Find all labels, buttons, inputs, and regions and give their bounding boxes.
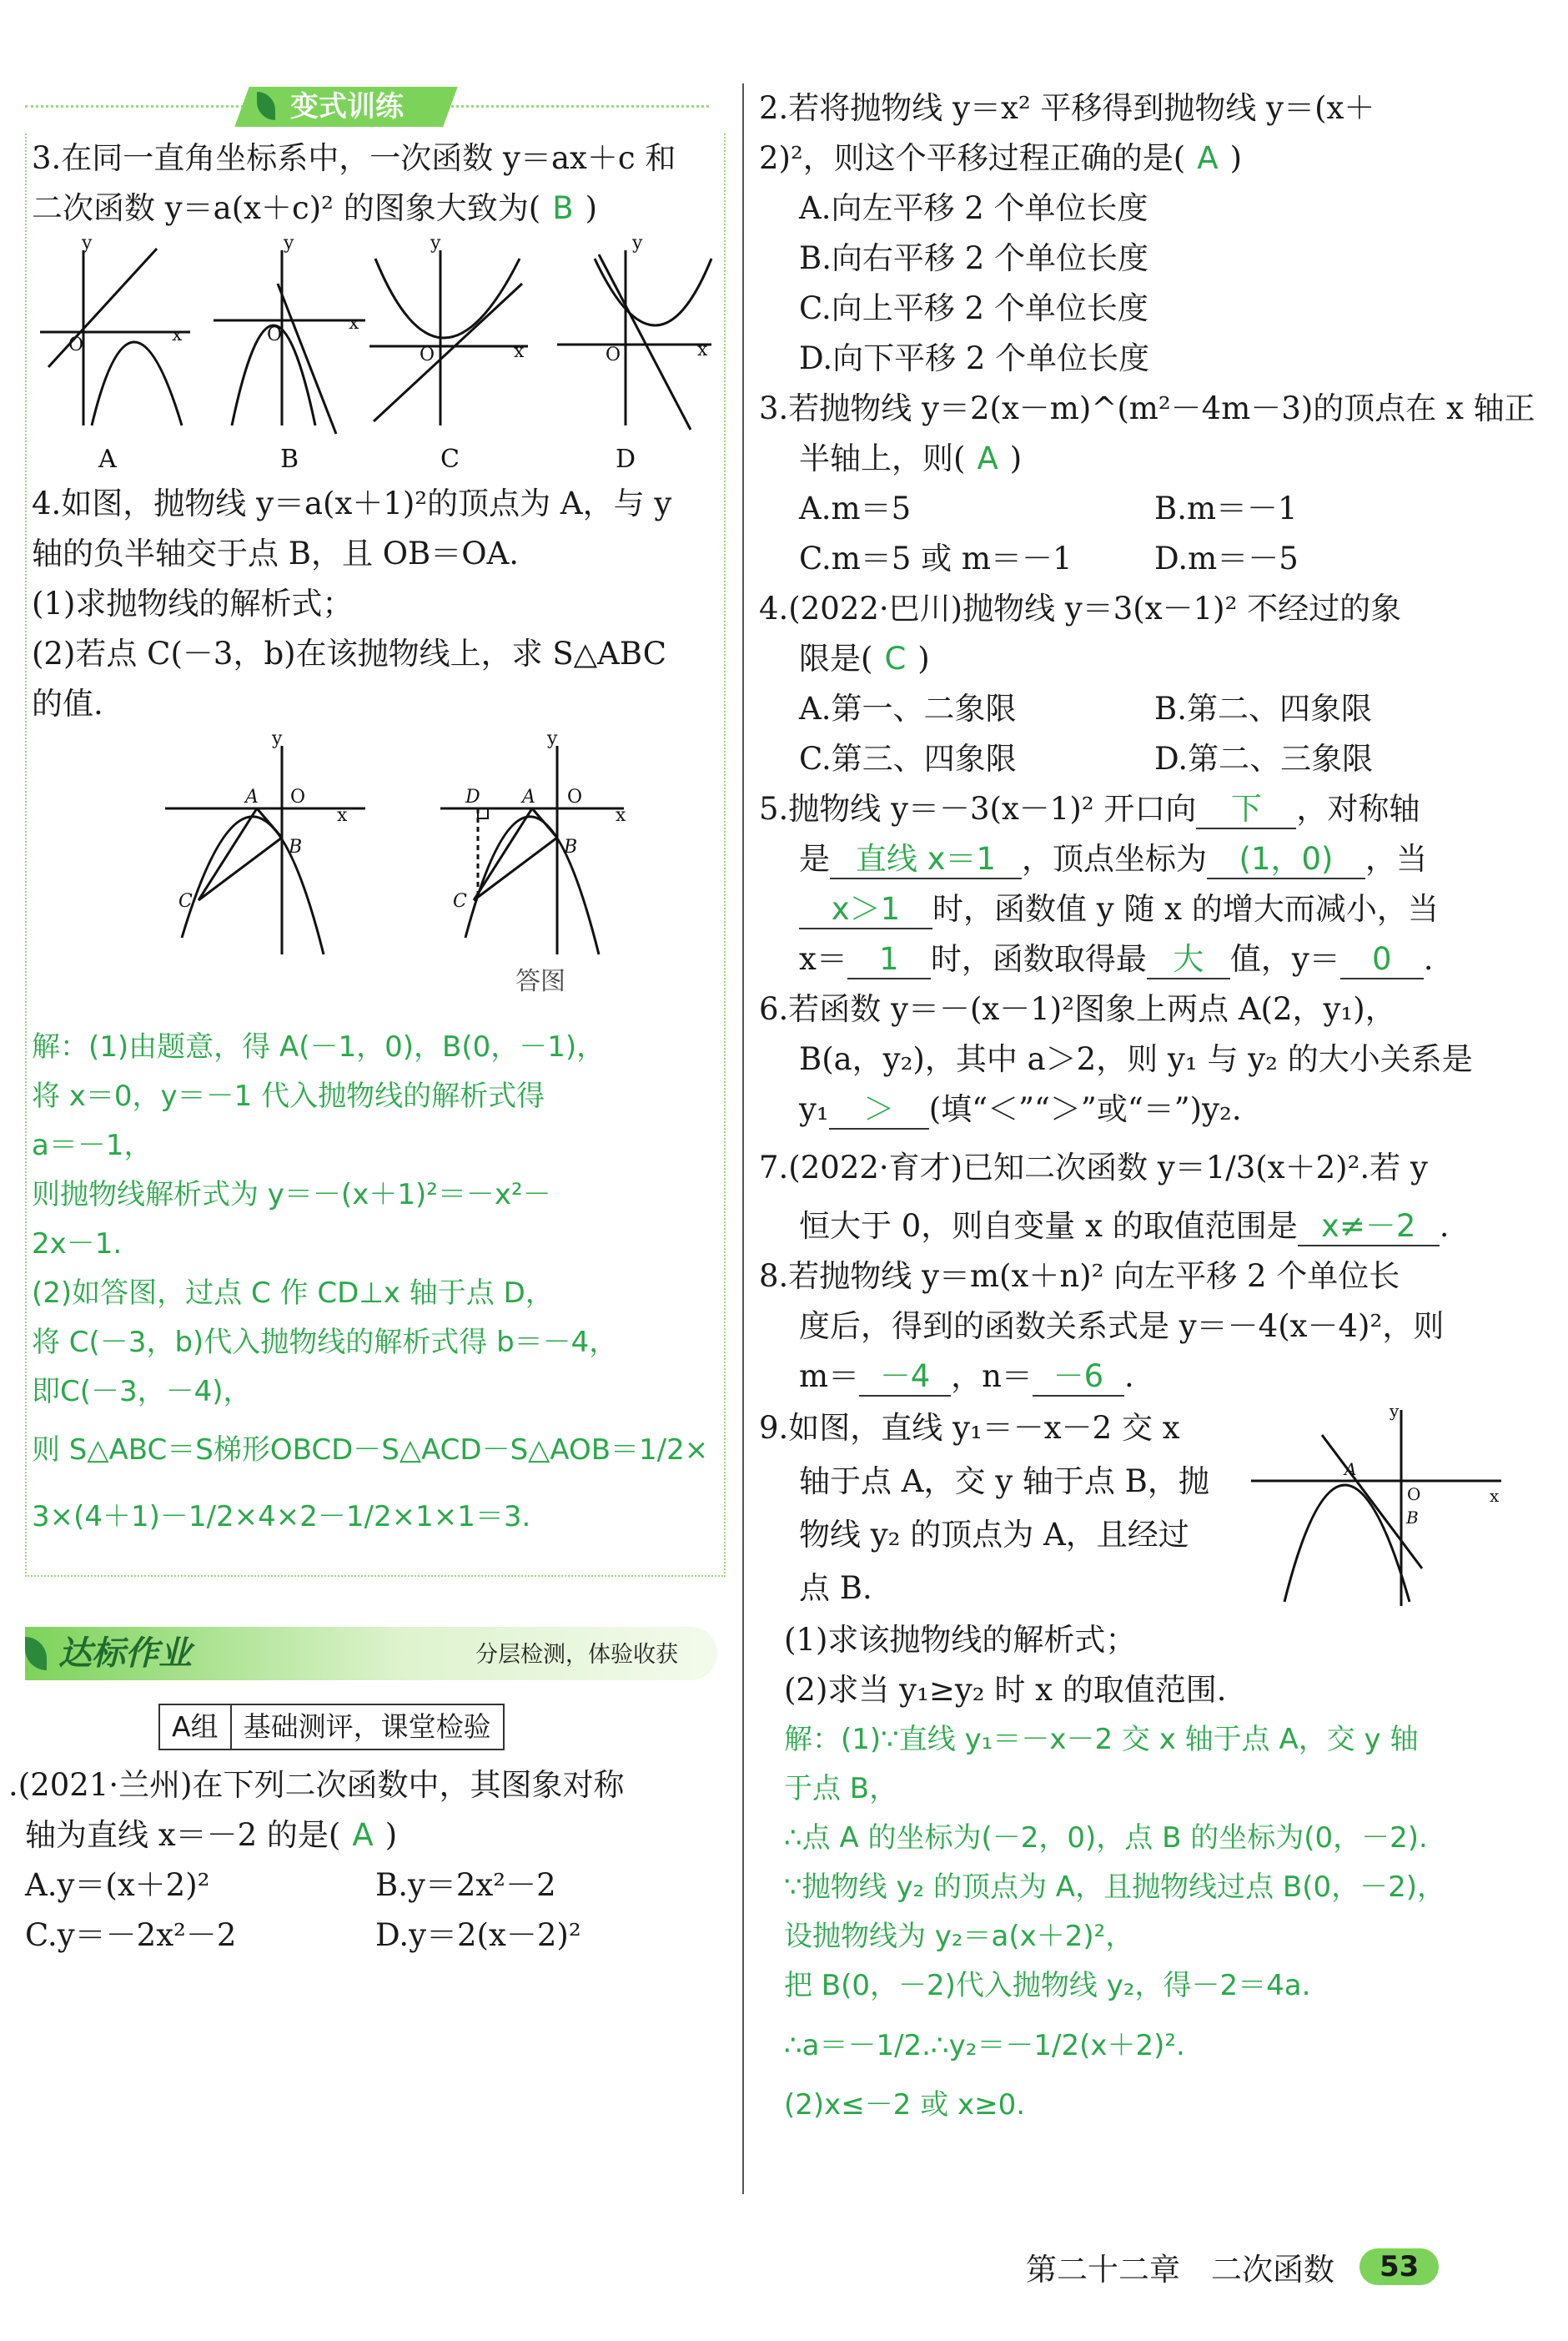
r-q9-sol-line: (2)x≤－2 或 x≥0. — [784, 2088, 1026, 2122]
r-q5-line1: 5.抛物线 y＝－3(x－1)² 开口向 下 ，对称轴 — [759, 784, 1510, 834]
r-q2-stem-line1: 2.若将抛物线 y＝x² 平移得到抛物线 y＝(x＋ — [759, 90, 1375, 126]
q4-sol-line: 解：(1)由题意，得 A(－1，0)，B(0，－1)， — [32, 1030, 606, 1064]
r-q8-blank-n: －6 — [1033, 1358, 1124, 1397]
right-column — [759, 83, 1535, 2130]
q3-stem-line1: 3.在同一直角坐标系中，一次函数 y＝ax＋c 和 — [32, 140, 676, 176]
q1-option-a: A.y＝(x＋2)² — [25, 1867, 210, 1903]
q4-part3: 的值. — [32, 686, 103, 722]
q3-label-d: D — [616, 445, 636, 474]
r-q4-option-b: B.第二、四象限 — [1154, 691, 1372, 727]
r-q7-stem-line1: 7.(2022·育才)已知二次函数 y＝1/3(x＋2)².若 y — [759, 1150, 1428, 1186]
svg-text:x: x — [349, 313, 359, 334]
r-q3-option-c: C.m＝5 或 m＝－1 — [799, 541, 1073, 576]
r-q2-answer: A — [1197, 140, 1219, 176]
svg-text:B: B — [1406, 1508, 1419, 1528]
r-q6-stem-line1: 6.若函数 y＝－(x－1)²图象上两点 A(2，y₁)， — [759, 991, 1396, 1027]
q4-answer-figure — [440, 746, 624, 954]
r-q5-blank-axis: 直线 x＝1 — [830, 841, 1022, 879]
r-q9-part1: (1)求该抛物线的解析式； — [784, 1622, 1137, 1658]
q4-figure — [165, 746, 365, 954]
q3-graph-b — [214, 250, 365, 434]
q4-stem-line2: 轴的负半轴交于点 B，且 OB＝OA. — [32, 536, 520, 571]
r-q4-option-a: A.第一、二象限 — [799, 691, 1017, 727]
svg-text:C: C — [178, 891, 193, 912]
q4-sol-line: 2x－1. — [32, 1227, 123, 1261]
svg-text:y: y — [82, 234, 93, 254]
chapter-title: 第二十二章 二次函数 — [1026, 2252, 1334, 2288]
group-title: 基础测评，课堂检验 — [243, 1710, 491, 1743]
svg-text:x: x — [337, 805, 348, 826]
svg-text:A: A — [245, 787, 259, 808]
svg-text:D: D — [465, 787, 480, 808]
footer — [1026, 2244, 1439, 2289]
svg-text:y: y — [547, 729, 558, 749]
r-q9-part2: (2)求当 y₁≥y₂ 时 x 的取值范围. — [784, 1672, 1227, 1708]
q4-sol-line: 3×(4＋1)－1/2×4×2－1/2×1×1＝3. — [32, 1500, 531, 1533]
r-q9-sol-line: 设抛物线为 y₂＝a(x＋2)²， — [784, 1920, 1134, 1953]
r-q5-blank-extreme: 大 — [1147, 941, 1230, 979]
q1-answer: A — [352, 1817, 374, 1853]
group-a-box — [158, 1704, 505, 1750]
homework-banner — [25, 1627, 726, 1685]
r-q8-stem-line1: 8.若抛物线 y＝m(x＋n)² 向左平移 2 个单位长 — [759, 1258, 1400, 1294]
svg-text:A: A — [522, 787, 535, 808]
r-q8-stem-line2: 度后，得到的函数关系式是 y＝－4(x－4)²，则 — [799, 1308, 1445, 1344]
r-q8-blank-m: －4 — [859, 1358, 951, 1397]
svg-text:y: y — [272, 729, 283, 749]
svg-text:O: O — [567, 787, 583, 808]
r-q4-stem-line2: 限是( C ) — [799, 641, 930, 677]
r-q2-option-b: B.向右平移 2 个单位长度 — [799, 240, 1149, 276]
r-q4-option-d: D.第二、三象限 — [1154, 741, 1374, 777]
q1-option-b: B.y＝2x²－2 — [375, 1867, 556, 1903]
r-q5-line4: x＝ 1 时，函数取得最 大 值，y＝ 0 . — [759, 934, 1510, 984]
svg-text:O: O — [68, 335, 84, 355]
q4-solution — [32, 1023, 724, 1550]
page-number: 53 — [1359, 2248, 1439, 2285]
variant-training-box — [25, 133, 726, 1577]
q4-part2: (2)若点 C(－3，b)在该抛物线上，求 S△ABC — [32, 636, 667, 672]
q4-sol-line: 将 C(－3，b)代入抛物线的解析式得 b＝－4， — [32, 1326, 618, 1359]
r-q4-option-c: C.第三、四象限 — [799, 741, 1017, 777]
q4-sol-line: a＝－1， — [32, 1129, 153, 1162]
q4-sol-line: 则抛物线解析式为 y＝－(x＋1)²＝－x²－ — [32, 1178, 551, 1211]
svg-text:x: x — [616, 805, 626, 826]
r-q6-line3: y₁ ＞ (填“＜”“＞”或“＝”)y₂. — [759, 1085, 1510, 1135]
left-column — [8, 83, 726, 1961]
r-q9-sol-line: ∴点 A 的坐标为(－2，0)，点 B 的坐标为(0，－2). — [784, 1821, 1428, 1855]
r-q9-line: 点 B. — [799, 1570, 872, 1606]
svg-text:x: x — [514, 341, 525, 362]
r-q9-solution — [759, 1715, 1510, 2130]
r-q3-option-d: D.m＝－5 — [1154, 541, 1299, 576]
homework-subtitle: 分层检测，体验收获 — [475, 1642, 678, 1668]
r-q7-blank: x≠－2 — [1298, 1208, 1440, 1246]
q4-fig-caption: 答图 — [515, 967, 565, 996]
r-q3-stem-line2: 半轴上，则( A ) — [799, 441, 1023, 476]
r-q9-block — [759, 1402, 1510, 1615]
section-title: 变式训练 — [290, 90, 404, 123]
r-q9-sol-line: ∴a＝－1/2.∴y₂＝－1/2(x＋2)². — [784, 2029, 1185, 2062]
r-q8-line3: m＝ －4 ，n＝ －6 . — [759, 1352, 1510, 1402]
svg-text:x: x — [697, 340, 708, 360]
q3-label-c: C — [440, 445, 460, 474]
svg-text:O: O — [606, 345, 621, 365]
r-q5-blank-opening: 下 — [1196, 791, 1296, 829]
r-q6-blank: ＞ — [829, 1091, 929, 1130]
group-label: A组 — [160, 1705, 232, 1749]
q3-graph-c — [369, 250, 528, 425]
r-q2-stem-line2: 2)²，则这个平移过程正确的是( A ) — [759, 140, 1242, 176]
svg-text:y: y — [1390, 1402, 1400, 1421]
r-q9-line: 轴于点 A，交 y 轴于点 B，抛 — [799, 1463, 1209, 1499]
q3-graph-d — [557, 250, 711, 430]
homework-title: 达标作业 — [58, 1634, 192, 1673]
column-divider — [742, 83, 744, 2194]
r-q5-line2: 是 直线 x＝1 ，顶点坐标为 (1，0) ，当 — [759, 834, 1510, 884]
q1-options — [25, 1860, 726, 1961]
r-q3-answer: A — [977, 441, 998, 476]
svg-text:y: y — [284, 234, 294, 254]
r-q2-option-a: A.向左平移 2 个单位长度 — [799, 190, 1148, 226]
q3-answer: B — [552, 190, 574, 226]
svg-text:O: O — [267, 325, 283, 345]
r-q5-blank-x: 1 — [847, 941, 931, 979]
r-q5-line3: x＞1 时，函数值 y 随 x 的增大而减小，当 — [759, 884, 1510, 934]
q4-figures — [32, 729, 724, 1013]
svg-text:B: B — [564, 837, 578, 858]
q1-stem-line2: 轴为直线 x＝－2 的是( A ) — [25, 1817, 398, 1853]
svg-text:x: x — [172, 325, 183, 345]
r-q9-line: 9.如图，直线 y₁＝－x－2 交 x — [759, 1410, 1180, 1446]
variant-training-banner — [25, 83, 726, 133]
r-q3-option-b: B.m＝－1 — [1154, 491, 1298, 526]
r-q2-option-d: D.向下平移 2 个单位长度 — [799, 340, 1150, 376]
svg-text:y: y — [632, 234, 643, 254]
r-q9-sol-line: ∵抛物线 y₂ 的顶点为 A，且抛物线过点 B(0，－2)， — [784, 1870, 1445, 1904]
q3-label-b: B — [280, 445, 299, 474]
q3-label-a: A — [98, 445, 117, 474]
svg-text:C: C — [453, 891, 467, 912]
svg-text:x: x — [1490, 1486, 1500, 1506]
q1-stem-line1: .(2021·兰州)在下列二次函数中，其图象对称 — [8, 1767, 625, 1803]
q4-sol-line: 将 x＝0，y＝－1 代入抛物线的解析式得 — [32, 1080, 545, 1113]
q1-option-c: C.y＝－2x²－2 — [25, 1917, 237, 1953]
r-q3-stem-line1: 3.若抛物线 y＝2(x－m)^(m²－4m－3)的顶点在 x 轴正 — [759, 390, 1535, 426]
r-q5-blank-y: 0 — [1340, 941, 1424, 979]
q3-stem-line2: 二次函数 y＝a(x＋c)² 的图象大致为( B ) — [32, 190, 598, 226]
q4-sol-line: (2)如答图，过点 C 作 CD⊥x 轴于点 D， — [32, 1276, 554, 1310]
r-q9-figure — [1243, 1402, 1510, 1610]
r-q3-option-a: A.m＝5 — [799, 491, 912, 526]
q4-part1: (1)求抛物线的解析式； — [32, 586, 354, 622]
r-q5-blank-range: x＞1 — [799, 891, 932, 929]
q4-sol-line: 则 S△ABC＝S梯形OBCD－S△ACD－S△AOB＝1/2× — [32, 1433, 709, 1467]
r-q4-options — [759, 684, 1510, 784]
q1-option-d: D.y＝2(x－2)² — [375, 1917, 581, 1953]
q4-sol-line: 即C(－3，－4)， — [32, 1375, 252, 1408]
svg-text:y: y — [430, 234, 441, 254]
q3-option-graphs — [32, 234, 724, 476]
r-q9-line: 物线 y₂ 的顶点为 A，且经过 — [799, 1517, 1189, 1553]
r-q9-sol-line: 解：(1)∵直线 y₁＝－x－2 交 x 轴于点 A，交 y 轴 — [784, 1723, 1419, 1756]
svg-text:O: O — [420, 345, 435, 365]
r-q2-option-c: C.向上平移 2 个单位长度 — [799, 290, 1148, 326]
r-q5-blank-vertex: (1，0) — [1207, 841, 1365, 879]
r-q7-line2: 恒大于 0，则自变量 x 的取值范围是 x≠－2 . — [759, 1201, 1510, 1251]
r-q9-sol-line: 把 B(0，－2)代入抛物线 y₂，得－2＝4a. — [784, 1969, 1311, 2002]
svg-text:A: A — [1344, 1459, 1357, 1479]
r-q3-options — [759, 484, 1510, 584]
svg-text:O: O — [290, 787, 306, 808]
r-q9-sol-line: 于点 B， — [784, 1772, 898, 1805]
q4-stem-line1: 4.如图，抛物线 y＝a(x＋1)²的顶点为 A，与 y — [32, 486, 672, 521]
svg-text:B: B — [289, 837, 303, 858]
svg-text:O: O — [1407, 1484, 1421, 1504]
r-q4-stem-line1: 4.(2022·巴川)抛物线 y＝3(x－1)² 不经过的象 — [759, 591, 1402, 627]
r-q6-stem-line2: B(a，y₂)，其中 a＞2，则 y₁ 与 y₂ 的大小关系是 — [799, 1041, 1473, 1077]
q3-graph-a — [40, 249, 190, 425]
r-q4-answer: C — [884, 641, 907, 677]
